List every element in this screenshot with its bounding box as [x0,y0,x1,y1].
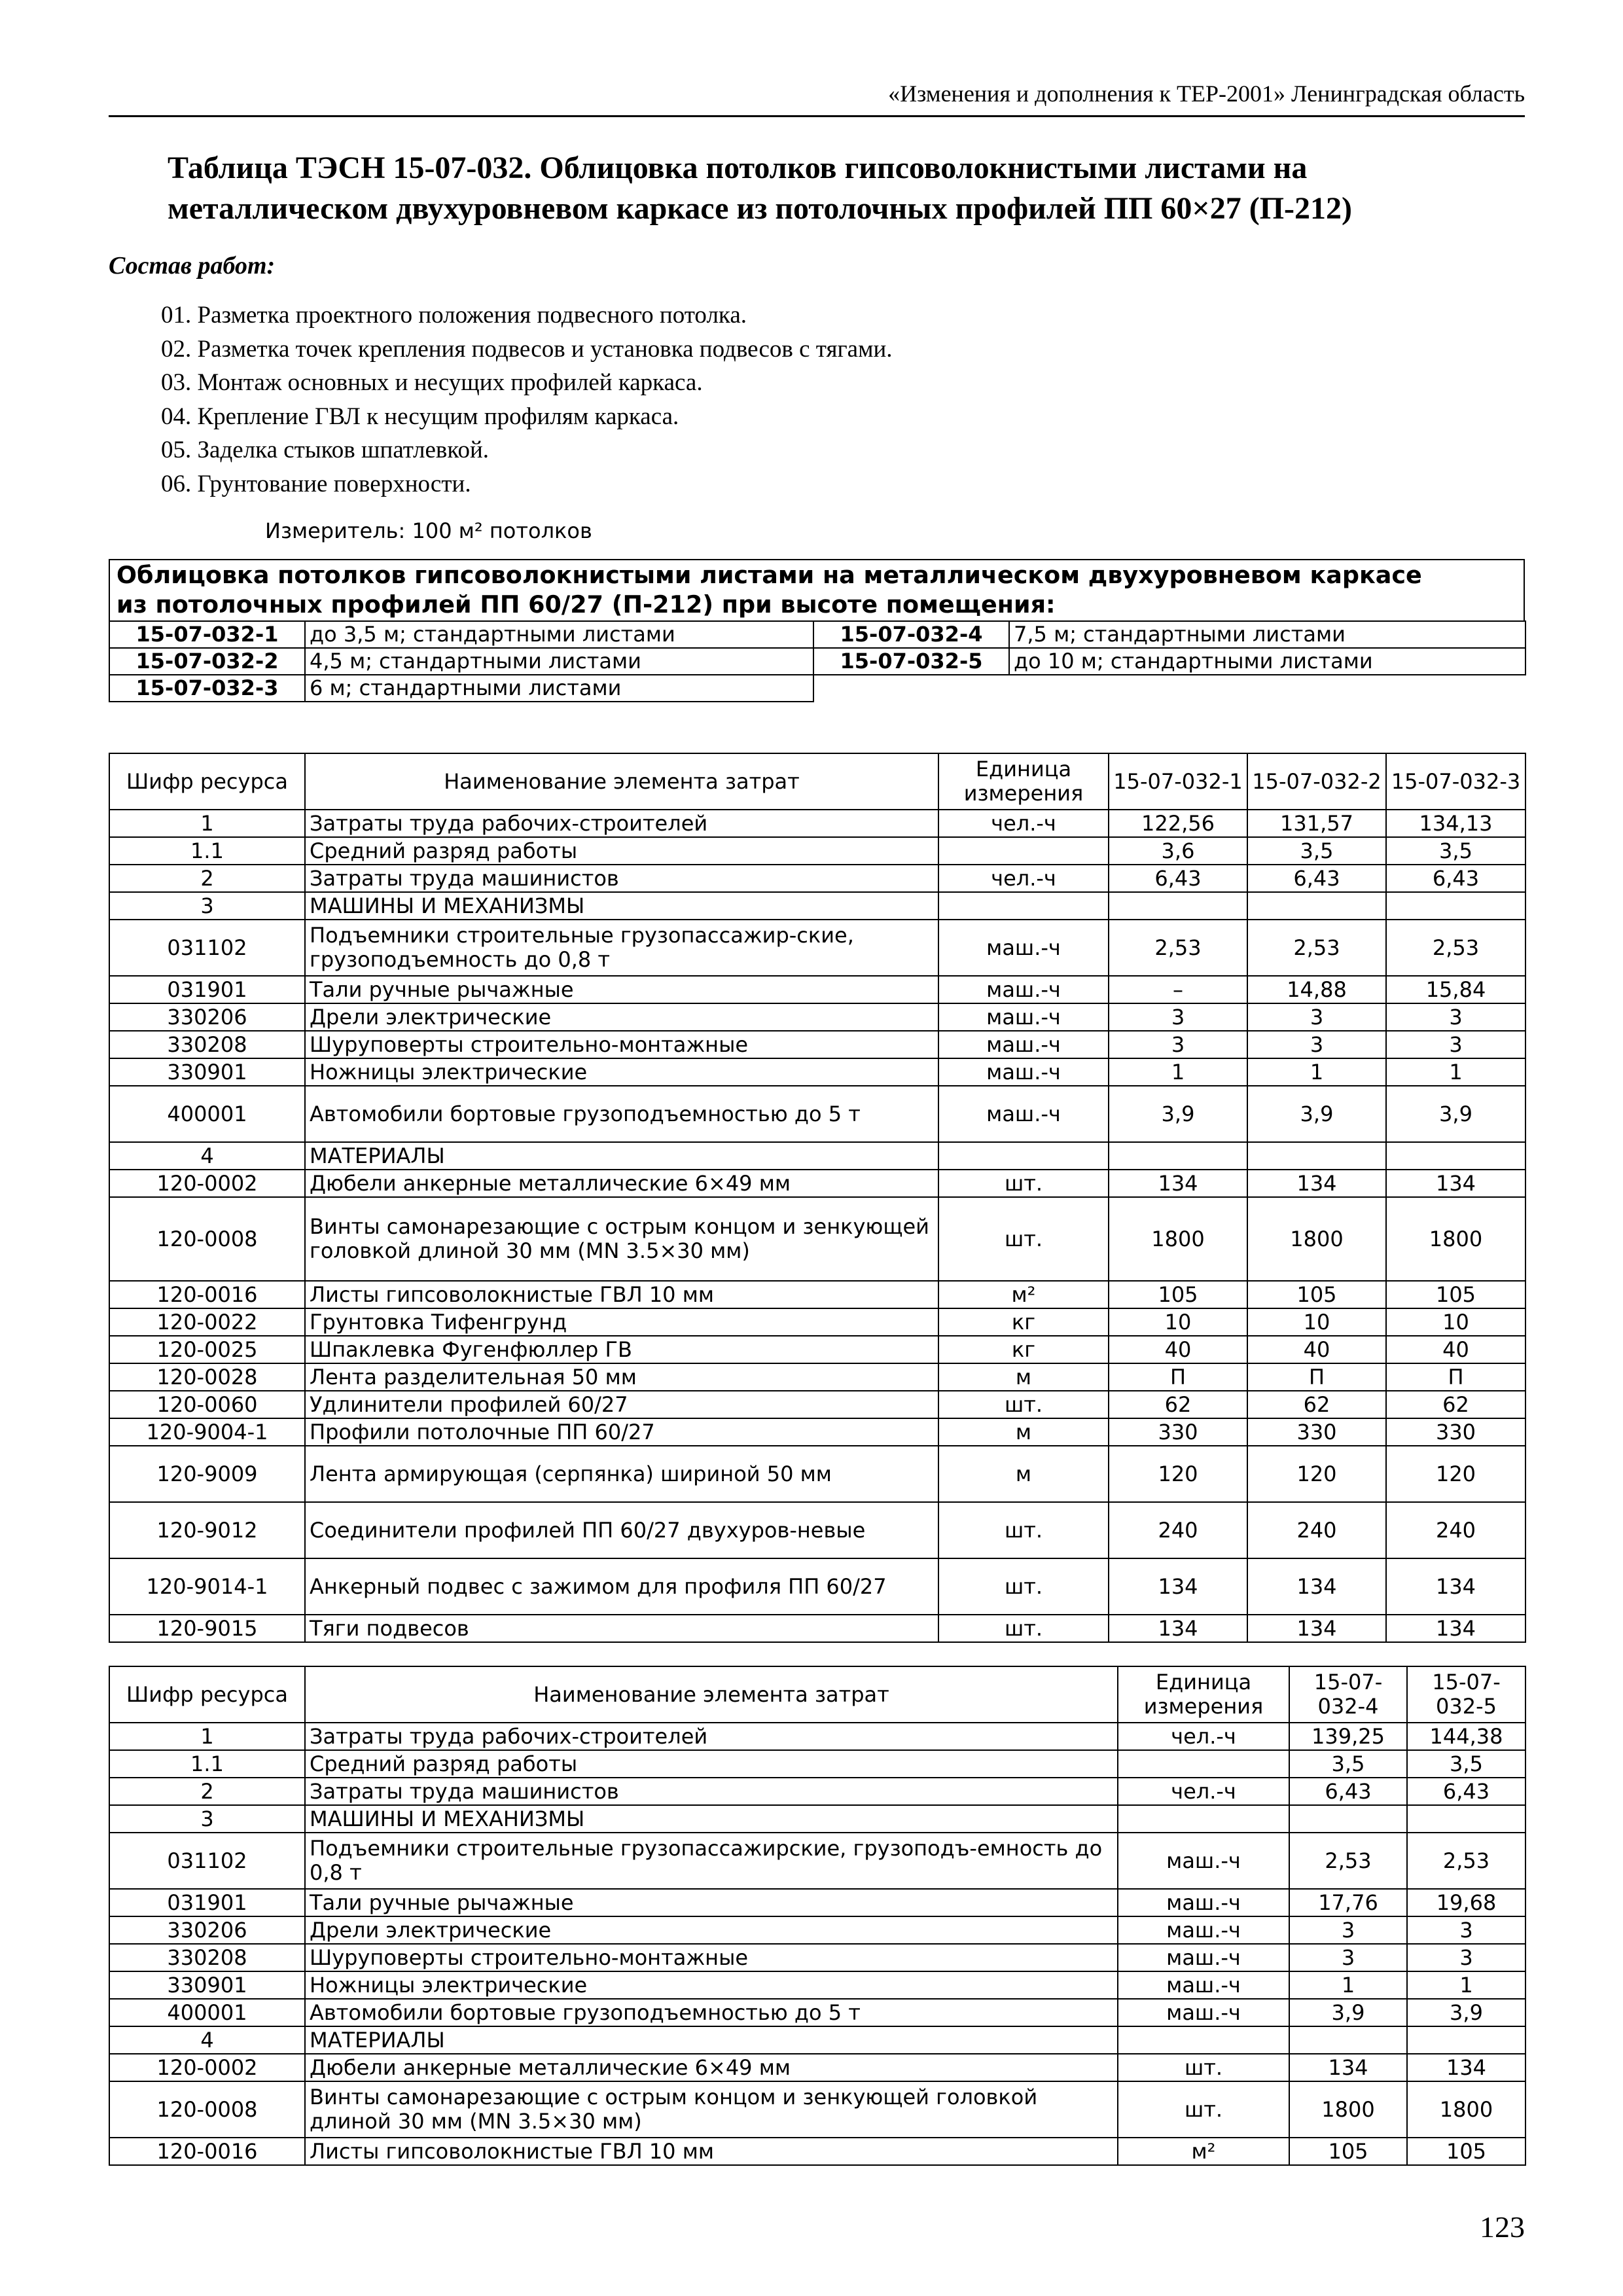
resource-code-cell: 4 [109,1142,305,1170]
value-cell: 14,88 [1247,976,1386,1003]
resource-name-cell: Шпаклевка Фугенфюллер ГВ [305,1336,938,1363]
value-cell: 1800 [1407,2081,1525,2138]
value-cell: 3 [1386,1031,1525,1058]
value-cell: 17,76 [1289,1889,1407,1916]
resource-name-cell: Лента разделительная 50 мм [305,1363,938,1391]
column-header: Единица измерения [1118,1666,1289,1723]
unit-cell: маш.-ч [938,920,1109,976]
resource-name-cell: Листы гипсоволокнистые ГВЛ 10 мм [305,1281,938,1308]
table-row [109,1502,1525,1558]
column-header: Шифр ресурса [109,1666,305,1723]
resource-code-cell: 330206 [109,1003,305,1031]
resource-code-cell: 120-0016 [109,1281,305,1308]
column-header: Единица измерения [938,753,1109,810]
value-cell: 3,5 [1247,837,1386,865]
resource-code-cell: 120-9015 [109,1615,305,1642]
resource-name-cell: Подъемники строительные грузопассажир-ские, грузоподъемность до 0,8 т [305,920,938,976]
unit-cell: маш.-ч [938,1058,1109,1086]
value-cell: 15,84 [1386,976,1525,1003]
column-header: Шифр ресурса [109,753,305,810]
works-item: 02. Разметка точек крепления подвесов и установка подвесов с тягами. [161,335,893,363]
resource-code-cell: 1 [109,1723,305,1750]
works-item: 04. Крепление ГВЛ к несущим профилям каркаса. [161,403,679,430]
value-cell: 134 [1109,1558,1247,1615]
value-cell: 10 [1109,1308,1247,1336]
code-cell: 15-07-032-4 [813,621,1009,648]
value-cell: 134 [1386,1170,1525,1197]
table-body [109,810,1525,1642]
value-cell: 3,9 [1289,1999,1407,2026]
value-cell: 1800 [1386,1197,1525,1281]
unit-cell [1118,1750,1289,1778]
value-cell: 3,9 [1247,1086,1386,1142]
resource-code-cell: 400001 [109,1086,305,1142]
resource-name-cell: МАТЕРИАЛЫ [305,1142,938,1170]
unit-cell: маш.-ч [1118,1999,1289,2026]
value-cell: 330 [1247,1418,1386,1446]
resource-name-cell: МАШИНЫ И МЕХАНИЗМЫ [305,1805,1118,1833]
unit-cell: шт. [1118,2081,1289,2138]
column-header: 15-07-032-5 [1407,1666,1525,1723]
table-row [109,1446,1525,1502]
resource-code-cell: 120-9014-1 [109,1558,305,1615]
unit-cell: м² [938,1281,1109,1308]
table-row [109,2054,1525,2081]
table-row [109,920,1525,976]
value-cell: – [1109,976,1247,1003]
unit-cell: чел.-ч [938,810,1109,837]
table-row [109,1833,1525,1889]
value-cell: 134 [1407,2054,1525,2081]
value-cell: 6,43 [1247,865,1386,892]
resource-code-cell: 120-9004-1 [109,1418,305,1446]
value-cell: 2,53 [1386,920,1525,976]
page-number: 123 [1480,2210,1525,2244]
resource-code-cell: 120-9012 [109,1502,305,1558]
value-cell: 1 [1289,1971,1407,1999]
value-cell: 2,53 [1247,920,1386,976]
unit-cell: маш.-ч [1118,1971,1289,1999]
page-title-line-1: Таблица ТЭСН 15-07-032. Облицовка потолков гипсоволокнистыми листами на [168,151,1308,185]
codes-row [109,675,1525,702]
value-cell [1407,1805,1525,1833]
works-item: 01. Разметка проектного положения подвесного потолка. [161,302,747,329]
table-row [109,2026,1525,2054]
table-row [109,1805,1525,1833]
value-cell: 105 [1407,2138,1525,2165]
table-row [109,1558,1525,1615]
unit-cell: м [938,1418,1109,1446]
works-heading: Состав работ: [109,252,276,279]
resource-name-cell: Тали ручные рычажные [305,1889,1118,1916]
table-row [109,1723,1525,1750]
value-cell: 3 [1407,1944,1525,1971]
table-row [109,1031,1525,1058]
value-cell: 62 [1247,1391,1386,1418]
value-cell: 105 [1109,1281,1247,1308]
value-cell: 3 [1407,1916,1525,1944]
resource-name-cell: Средний разряд работы [305,1750,1118,1778]
unit-cell: маш.-ч [1118,1889,1289,1916]
resource-code-cell: 120-0002 [109,1170,305,1197]
value-cell [1386,892,1525,920]
resource-code-cell: 330208 [109,1944,305,1971]
column-header: 15-07-032-2 [1247,753,1386,810]
codes-table [109,620,1526,702]
unit-cell: маш.-ч [938,1003,1109,1031]
value-cell: 1 [1109,1058,1247,1086]
unit-cell: кг [938,1308,1109,1336]
value-cell: 10 [1247,1308,1386,1336]
page-title [168,148,1476,229]
table-row [109,976,1525,1003]
value-cell: 1 [1407,1971,1525,1999]
table-row [109,1778,1525,1805]
resource-code-cell: 2 [109,865,305,892]
resource-code-cell: 2 [109,1778,305,1805]
resource-code-cell: 3 [109,892,305,920]
value-cell: 3 [1247,1003,1386,1031]
code-cell: 15-07-032-1 [109,621,305,648]
value-cell: 122,56 [1109,810,1247,837]
code-desc-cell: 4,5 м; стандартными листами [305,648,813,675]
unit-cell: м [938,1363,1109,1391]
unit-cell [938,837,1109,865]
value-cell: 1 [1247,1058,1386,1086]
value-cell: 240 [1386,1502,1525,1558]
value-cell: 240 [1109,1502,1247,1558]
resource-code-cell: 031102 [109,920,305,976]
header-rule [109,115,1525,117]
codes-heading-line-1: Облицовка потолков гипсоволокнистыми листами на металлическом двухуровневом каркасе [116,561,1422,589]
resource-name-cell: Анкерный подвес с зажимом для профиля ПП 60/27 [305,1558,938,1615]
table-row [109,1999,1525,2026]
resource-code-cell: 1.1 [109,1750,305,1778]
value-cell: 134 [1109,1170,1247,1197]
value-cell: 62 [1109,1391,1247,1418]
column-header: 15-07-032-4 [1289,1666,1407,1723]
unit-cell: кг [938,1336,1109,1363]
resource-name-cell: Шуруповерты строительно-монтажные [305,1944,1118,1971]
table-row [109,2138,1525,2165]
table-row [109,1336,1525,1363]
empty-cell [1009,675,1525,702]
value-cell: 3,5 [1407,1750,1525,1778]
resource-name-cell: Тяги подвесов [305,1615,938,1642]
value-cell: 40 [1247,1336,1386,1363]
table-row [109,865,1525,892]
code-cell: 15-07-032-5 [813,648,1009,675]
value-cell: 6,43 [1109,865,1247,892]
value-cell: 134 [1247,1615,1386,1642]
resource-code-cell: 120-0008 [109,1197,305,1281]
value-cell: 120 [1109,1446,1247,1502]
value-cell: 1800 [1289,2081,1407,2138]
unit-cell: шт. [938,1170,1109,1197]
column-header: 15-07-032-3 [1386,753,1525,810]
value-cell: П [1247,1363,1386,1391]
resource-code-cell: 031102 [109,1833,305,1889]
value-cell: 3 [1247,1031,1386,1058]
column-header: Наименование элемента затрат [305,1666,1118,1723]
value-cell: 3 [1109,1031,1247,1058]
table-row [109,2081,1525,2138]
value-cell: 134 [1247,1558,1386,1615]
resource-table-2 [109,1666,1526,2166]
value-cell: 62 [1386,1391,1525,1418]
resource-name-cell: Винты самонарезающие с острым концом и зенкующей головкой длиной 30 мм (MN 3.5×30 мм) [305,2081,1118,2138]
codes-heading [109,559,1525,620]
resource-name-cell: Грунтовка Тифенгрунд [305,1308,938,1336]
resource-code-cell: 120-9009 [109,1446,305,1502]
table-row [109,1418,1525,1446]
resource-code-cell: 3 [109,1805,305,1833]
code-desc-cell: до 3,5 м; стандартными листами [305,621,813,648]
resource-name-cell: Дюбели анкерные металлические 6×49 мм [305,2054,1118,2081]
resource-name-cell: Соединители профилей ПП 60/27 двухуров-невые [305,1502,938,1558]
unit-cell: маш.-ч [938,1031,1109,1058]
resource-name-cell: Лента армирующая (серпянка) шириной 50 мм [305,1446,938,1502]
table-row [109,1308,1525,1336]
codes-row [109,648,1525,675]
value-cell: 40 [1386,1336,1525,1363]
value-cell: 134 [1289,2054,1407,2081]
value-cell: 40 [1109,1336,1247,1363]
resource-name-cell: Профили потолочные ПП 60/27 [305,1418,938,1446]
resource-name-cell: Удлинители профилей 60/27 [305,1391,938,1418]
resource-code-cell: 031901 [109,1889,305,1916]
value-cell: 105 [1386,1281,1525,1308]
value-cell: 2,53 [1109,920,1247,976]
codes-row [109,621,1525,648]
value-cell [1109,1142,1247,1170]
unit-line: Измеритель: 100 м² потолков [265,518,592,543]
value-cell: 3,9 [1386,1086,1525,1142]
value-cell: 10 [1386,1308,1525,1336]
resource-name-cell: Шуруповерты строительно-монтажные [305,1031,938,1058]
value-cell: 120 [1247,1446,1386,1502]
value-cell: 134,13 [1386,810,1525,837]
table-row [109,892,1525,920]
value-cell: 240 [1247,1502,1386,1558]
value-cell: 3,5 [1289,1750,1407,1778]
resource-name-cell: Автомобили бортовые грузоподъемностью до 5 т [305,1999,1118,2026]
unit-cell: чел.-ч [1118,1778,1289,1805]
resource-code-cell: 400001 [109,1999,305,2026]
value-cell: 134 [1109,1615,1247,1642]
value-cell: 134 [1247,1170,1386,1197]
unit-cell [1118,2026,1289,2054]
resource-code-cell: 330206 [109,1916,305,1944]
table-body [109,1723,1525,2165]
table-row [109,1170,1525,1197]
table-row [109,1391,1525,1418]
works-item: 03. Монтаж основных и несущих профилей каркаса. [161,369,703,396]
running-header: «Изменения и дополнения к ТЕР-2001» Ленинградская область [888,81,1525,107]
table-row [109,1197,1525,1281]
unit-cell: м² [1118,2138,1289,2165]
resource-code-cell: 4 [109,2026,305,2054]
resource-name-cell: Средний разряд работы [305,837,938,865]
table-row [109,1971,1525,1999]
value-cell: 2,53 [1407,1833,1525,1889]
value-cell: 330 [1109,1418,1247,1446]
value-cell: 2,53 [1289,1833,1407,1889]
works-list [161,298,893,501]
resource-code-cell: 031901 [109,976,305,1003]
table-row [109,1058,1525,1086]
unit-cell: чел.-ч [938,865,1109,892]
table-row [109,1750,1525,1778]
value-cell: 3 [1386,1003,1525,1031]
table-row [109,1944,1525,1971]
resource-name-cell: Затраты труда машинистов [305,1778,1118,1805]
resource-name-cell: Дрели электрические [305,1916,1118,1944]
value-cell: 1800 [1247,1197,1386,1281]
value-cell: 3,5 [1386,837,1525,865]
value-cell: 120 [1386,1446,1525,1502]
codes-heading-line-2: из потолочных профилей ПП 60/27 (П-212) при высоте помещения: [116,590,1056,619]
value-cell: 330 [1386,1418,1525,1446]
table-row [109,1086,1525,1142]
resource-name-cell: Тали ручные рычажные [305,976,938,1003]
value-cell [1289,2026,1407,2054]
resource-name-cell: Листы гипсоволокнистые ГВЛ 10 мм [305,2138,1118,2165]
value-cell: 3,9 [1109,1086,1247,1142]
unit-cell: шт. [938,1391,1109,1418]
unit-cell: шт. [938,1502,1109,1558]
value-cell: 3 [1289,1944,1407,1971]
resource-code-cell: 120-0025 [109,1336,305,1363]
value-cell: 105 [1289,2138,1407,2165]
resource-code-cell: 120-0002 [109,2054,305,2081]
works-item: 06. Грунтование поверхности. [161,470,471,497]
resource-name-cell: Дюбели анкерные металлические 6×49 мм [305,1170,938,1197]
resource-code-cell: 120-0028 [109,1363,305,1391]
table-row [109,837,1525,865]
value-cell [1109,892,1247,920]
table-row [109,1281,1525,1308]
value-cell: 144,38 [1407,1723,1525,1750]
value-cell: 3 [1109,1003,1247,1031]
unit-cell: маш.-ч [1118,1944,1289,1971]
resource-name-cell: Дрели электрические [305,1003,938,1031]
resource-name-cell: Автомобили бортовые грузоподъемностью до 5 т [305,1086,938,1142]
resource-name-cell: Ножницы электрические [305,1058,938,1086]
resource-name-cell: Подъемники строительные грузопассажирские, грузоподъ-емность до 0,8 т [305,1833,1118,1889]
resource-code-cell: 330901 [109,1058,305,1086]
codes-block [109,559,1525,702]
value-cell: 105 [1247,1281,1386,1308]
value-cell: П [1109,1363,1247,1391]
code-desc-cell: 7,5 м; стандартными листами [1009,621,1525,648]
unit-cell: шт. [1118,2054,1289,2081]
value-cell: 19,68 [1407,1889,1525,1916]
code-cell: 15-07-032-3 [109,675,305,702]
table-row [109,1142,1525,1170]
value-cell [1247,1142,1386,1170]
value-cell [1247,892,1386,920]
value-cell [1386,1142,1525,1170]
value-cell [1407,2026,1525,2054]
unit-cell: м [938,1446,1109,1502]
works-item: 05. Заделка стыков шпатлевкой. [161,437,490,463]
unit-cell [938,892,1109,920]
resource-code-cell: 120-0008 [109,2081,305,2138]
value-cell: П [1386,1363,1525,1391]
unit-cell: маш.-ч [938,1086,1109,1142]
unit-cell: маш.-ч [1118,1916,1289,1944]
value-cell: 131,57 [1247,810,1386,837]
value-cell: 139,25 [1289,1723,1407,1750]
value-cell: 3,6 [1109,837,1247,865]
code-cell: 15-07-032-2 [109,648,305,675]
empty-cell [813,675,1009,702]
unit-cell: шт. [938,1197,1109,1281]
table-row [109,1889,1525,1916]
table-row [109,1363,1525,1391]
unit-cell [938,1142,1109,1170]
resource-name-cell: Затраты труда рабочих-строителей [305,810,938,837]
unit-cell: маш.-ч [1118,1833,1289,1889]
page-title-line-2: металлическом двухуровневом каркасе из потолочных профилей ПП 60×27 (П-212) [168,191,1353,226]
unit-cell: чел.-ч [1118,1723,1289,1750]
unit-cell: шт. [938,1615,1109,1642]
unit-cell: шт. [938,1558,1109,1615]
table-header-row [109,753,1525,810]
resource-name-cell: Винты самонарезающие с острым концом и зенкующей головкой длиной 30 мм (MN 3.5×30 мм) [305,1197,938,1281]
table-row [109,1003,1525,1031]
resource-code-cell: 330901 [109,1971,305,1999]
resource-code-cell: 120-0016 [109,2138,305,2165]
resource-name-cell: Затраты труда рабочих-строителей [305,1723,1118,1750]
resource-code-cell: 330208 [109,1031,305,1058]
value-cell: 134 [1386,1558,1525,1615]
resource-name-cell: Ножницы электрические [305,1971,1118,1999]
resource-table-1 [109,753,1526,1643]
value-cell [1289,1805,1407,1833]
resource-name-cell: МАТЕРИАЛЫ [305,2026,1118,2054]
value-cell: 6,43 [1289,1778,1407,1805]
code-desc-cell: до 10 м; стандартными листами [1009,648,1525,675]
unit-cell [1118,1805,1289,1833]
value-cell: 3,9 [1407,1999,1525,2026]
resource-code-cell: 1 [109,810,305,837]
value-cell: 134 [1386,1615,1525,1642]
value-cell: 1 [1386,1058,1525,1086]
table-header-row [109,1666,1525,1723]
table-row [109,1615,1525,1642]
resource-code-cell: 120-0022 [109,1308,305,1336]
table-row [109,810,1525,837]
value-cell: 3 [1289,1916,1407,1944]
code-desc-cell: 6 м; стандартными листами [305,675,813,702]
resource-name-cell: Затраты труда машинистов [305,865,938,892]
table-row [109,1916,1525,1944]
column-header: 15-07-032-1 [1109,753,1247,810]
resource-name-cell: МАШИНЫ И МЕХАНИЗМЫ [305,892,938,920]
column-header: Наименование элемента затрат [305,753,938,810]
value-cell: 6,43 [1407,1778,1525,1805]
value-cell: 1800 [1109,1197,1247,1281]
unit-cell: маш.-ч [938,976,1109,1003]
resource-code-cell: 120-0060 [109,1391,305,1418]
resource-code-cell: 1.1 [109,837,305,865]
value-cell: 6,43 [1386,865,1525,892]
